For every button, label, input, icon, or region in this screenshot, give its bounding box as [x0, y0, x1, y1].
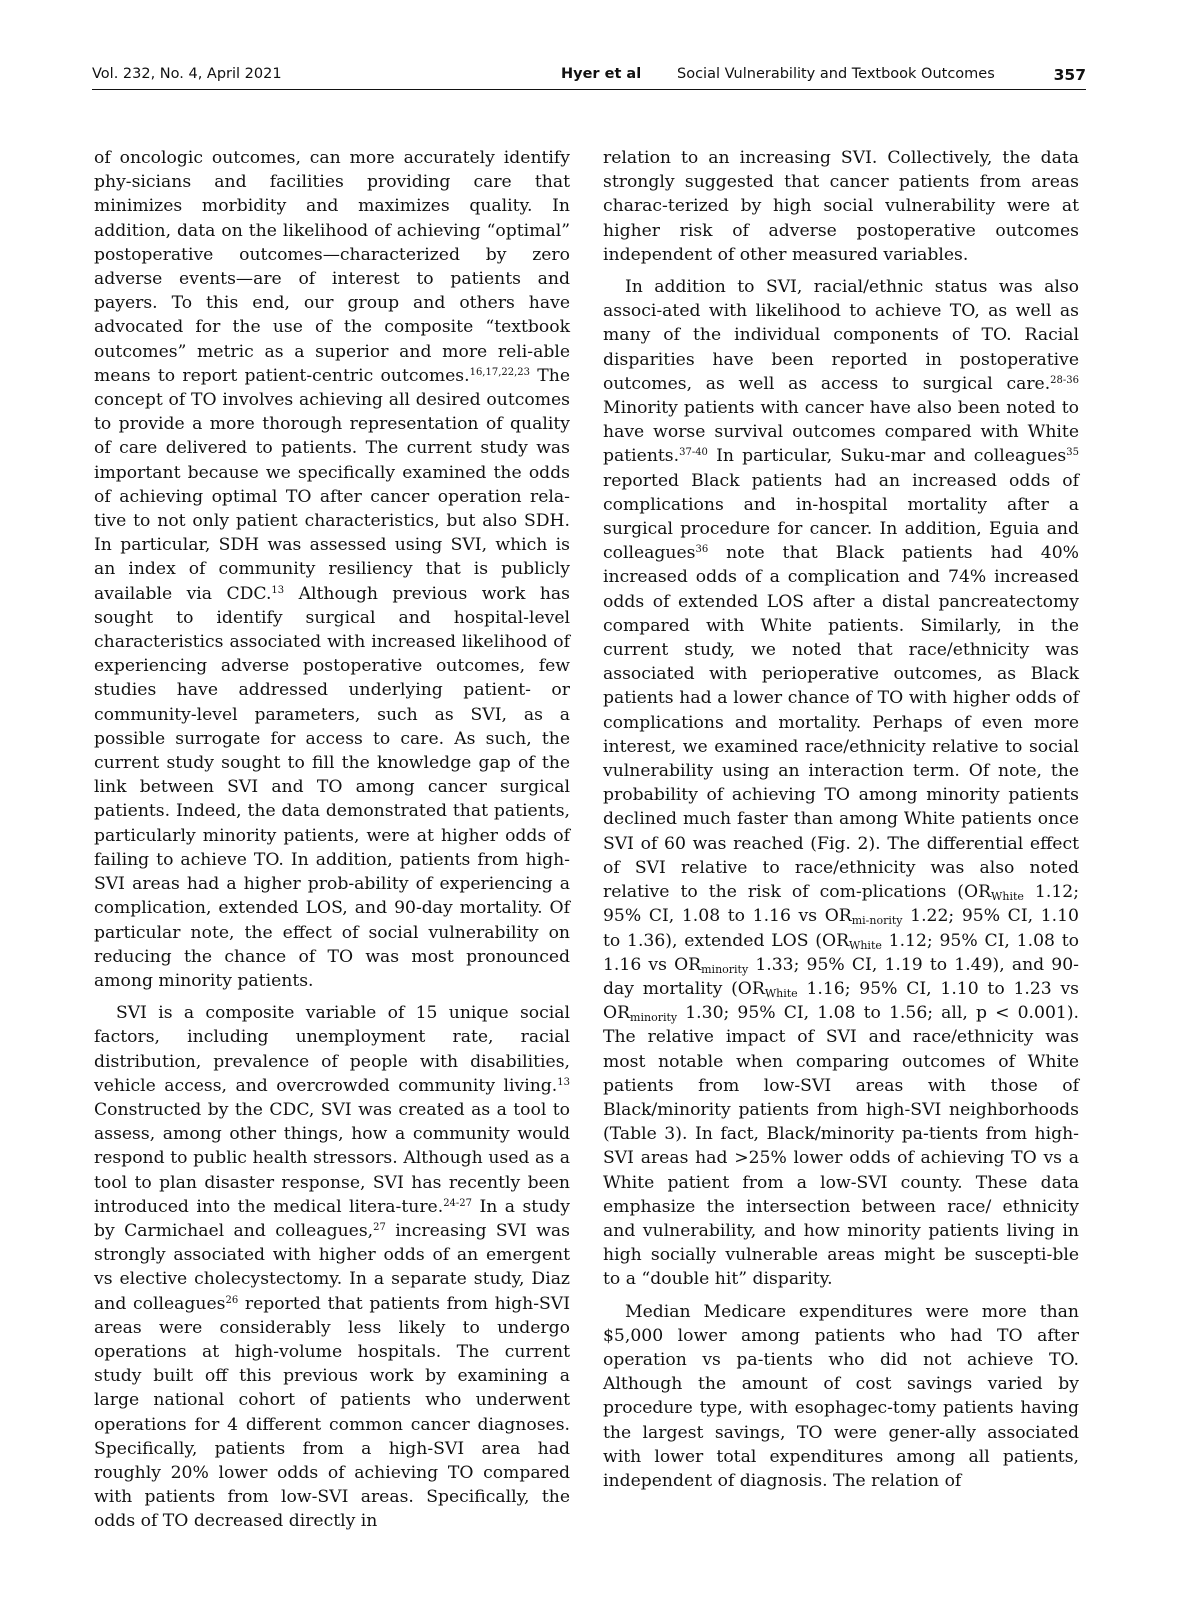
citation[interactable]: 24-27 [443, 1197, 473, 1209]
running-authors: Hyer et al [561, 66, 642, 82]
citation[interactable]: 16,17,22,23 [469, 366, 531, 378]
citation[interactable]: 36 [695, 544, 709, 556]
left-column [94, 146, 570, 1542]
paragraph: SVI is a composite variable of 15 unique social factors, including unemployment rate, racial distribution, prevalence of people with disabilities, vehicle access, and overcrowded community living.$^{13}$ Constructed by the CDC, SVI was created as a tool to assess, among other things, how a community would respond to public health stressors. Although used as a tool to plan disaster response, SVI has recently been introduced into the medical litera-ture.$^{24-27}$ In a study by Carmichael and colleagues,$^{27}$ increasing SVI was strongly associated with higher odds of an emergent vs elective cholecystectomy. In a separate study, Diaz and colleagues$^{26}$ reported that patients from high-SVI areas were considerably less likely to undergo operations at high-volume hospitals. The current study built off this previous work by examining a large national cohort of patients who underwent operations for 4 different common cancer diagnoses. Specifically, patients from a high-SVI area had roughly 20% lower odds of achieving TO compared with patients from low-SVI areas. Specifically, the odds of TO decreased directly in [94, 1003, 571, 1532]
running-header [92, 62, 1086, 90]
citation[interactable]: 13 [557, 1076, 570, 1088]
right-column [603, 146, 1079, 1501]
page-number: 357 [1053, 66, 1086, 84]
paragraph: In addition to SVI, racial/ethnic status was also associ-ated with likelihood to achieve TO, as well as many of the individual components of TO. Racial disparities have been reported in postoperative outcomes, as well as access to surgical care.$^{28-36}$ Minority patients with cancer have also been noted to have worse survival outcomes compared with White patients.$^{37-40}$ In particular, Suku-mar and colleagues$^{35}$ reported Black patients had an increased odds of complications and in-hospital mortality after a surgical procedure for cancer. In addition, Eguia and colleagues$^{36}$ note that Black patients had 40% increased odds of a complication and 74% increased odds of extended LOS after a distal pancreatectomy compared with White patients. Similarly, in the current study, we noted that race/ethnicity was associated with perioperative outcomes, as Black patients had a lower chance of TO with higher odds of complications and mortality. Perhaps of even more interest, we examined race/ethnicity relative to social vulnerability using an interaction term. Of note, the probability of achieving TO among minority patients declined much faster than among White patients once SVI of 60 was reached (Fig. 2). The differential effect of SVI relative to race/ethnicity was also noted relative to the risk of com-plications ($OR_{White}$ 1.12; 95% CI, 1.08 to 1.16 vs $OR_{mi-nority}$ 1.22; 95% CI, 1.10 to 1.36), extended LOS ($OR_{White}$ 1.12; 95% CI, 1.08 to 1.16 vs $OR_{minority}$ 1.33; 95% CI, 1.19 to 1.49), and 90-day mortality ($OR_{White}$ 1.16; 95% CI, 1.10 to 1.23 vs $OR_{minority}$ 1.30; 95% CI, 1.08 to 1.56; all, p < 0.001). The relative impact of SVI and race/ethnicity was most notable when comparing outcomes of White patients from low-SVI areas with those of Black/minority patients from high-SVI neighborhoods (Table 3). In fact, Black/minority pa-tients from high-SVI areas had >25% lower odds of achieving TO vs a White patient from a low-SVI county. These data emphasize the intersection between race/ ethnicity and vulnerability, and how minority patients living in high socially vulnerable areas might be suscepti-ble to a “double hit” disparity. [603, 277, 1079, 1290]
citation[interactable]: 28-36 [1050, 374, 1079, 386]
citation[interactable]: 37-40 [679, 447, 708, 459]
paragraph: relation to an increasing SVI. Collectively, the data strongly suggested that cancer patients from areas charac-terized by high social vulnerability were at higher risk of adverse postoperative outcomes independent of other measured variables. [603, 148, 1079, 265]
running-title: Social Vulnerability and Textbook Outcomes [677, 66, 995, 82]
citation[interactable]: 35 [1066, 447, 1079, 459]
citation[interactable]: 27 [373, 1221, 386, 1233]
journal-volume: Vol. 232, No. 4, April 2021 [92, 66, 282, 82]
paragraph: of oncologic outcomes, can more accurately identify phy-sicians and facilities providing care that minimizes morbidity and maximizes quality. In addition, data on the likelihood of achieving “optimal” postoperative outcomes—characterized by zero adverse events—are of interest to patients and payers. To this end, our group and others have advocated for the use of the composite “textbook outcomes” metric as a superior and more reli-able means to report patient-centric outcomes.$^{16,17,22,23}$ The concept of TO involves achieving all desired outcomes to provide a more thorough representation of quality of care delivered to patients. The current study was important because we specifically examined the odds of achieving optimal TO after cancer operation rela-tive to not only patient characteristics, but also SDH. In particular, SDH was assessed using SVI, which is an index of community resiliency that is publicly available via CDC.$^{13}$ Although previous work has sought to identify surgical and hospital-level characteristics associated with increased likelihood of experiencing adverse postoperative outcomes, few studies have addressed underlying patient- or community-level parameters, such as SVI, as a possible surrogate for access to care. As such, the current study sought to fill the knowledge gap of the link between SVI and TO among cancer surgical patients. Indeed, the data demonstrated that patients, particularly minority patients, were at higher odds of failing to achieve TO. In addition, patients from high-SVI areas had a higher prob-ability of experiencing a complication, extended LOS, and 90-day mortality. Of particular note, the effect of social vulnerability on reducing the chance of TO was most pronounced among minority patients. [94, 148, 571, 991]
citation[interactable]: 26 [225, 1294, 239, 1306]
citation[interactable]: 13 [271, 584, 285, 596]
paragraph: Median Medicare expenditures were more than $5,000 lower among patients who had TO after operation vs pa-tients who did not achieve TO. Although the amount of cost savings varied by procedure type, with esophagec-tomy patients having the largest savings, TO were gener-ally associated with lower total expenditures among all patients, independent of diagnosis. The relation of [603, 1301, 1079, 1491]
header-rule [92, 89, 1086, 90]
